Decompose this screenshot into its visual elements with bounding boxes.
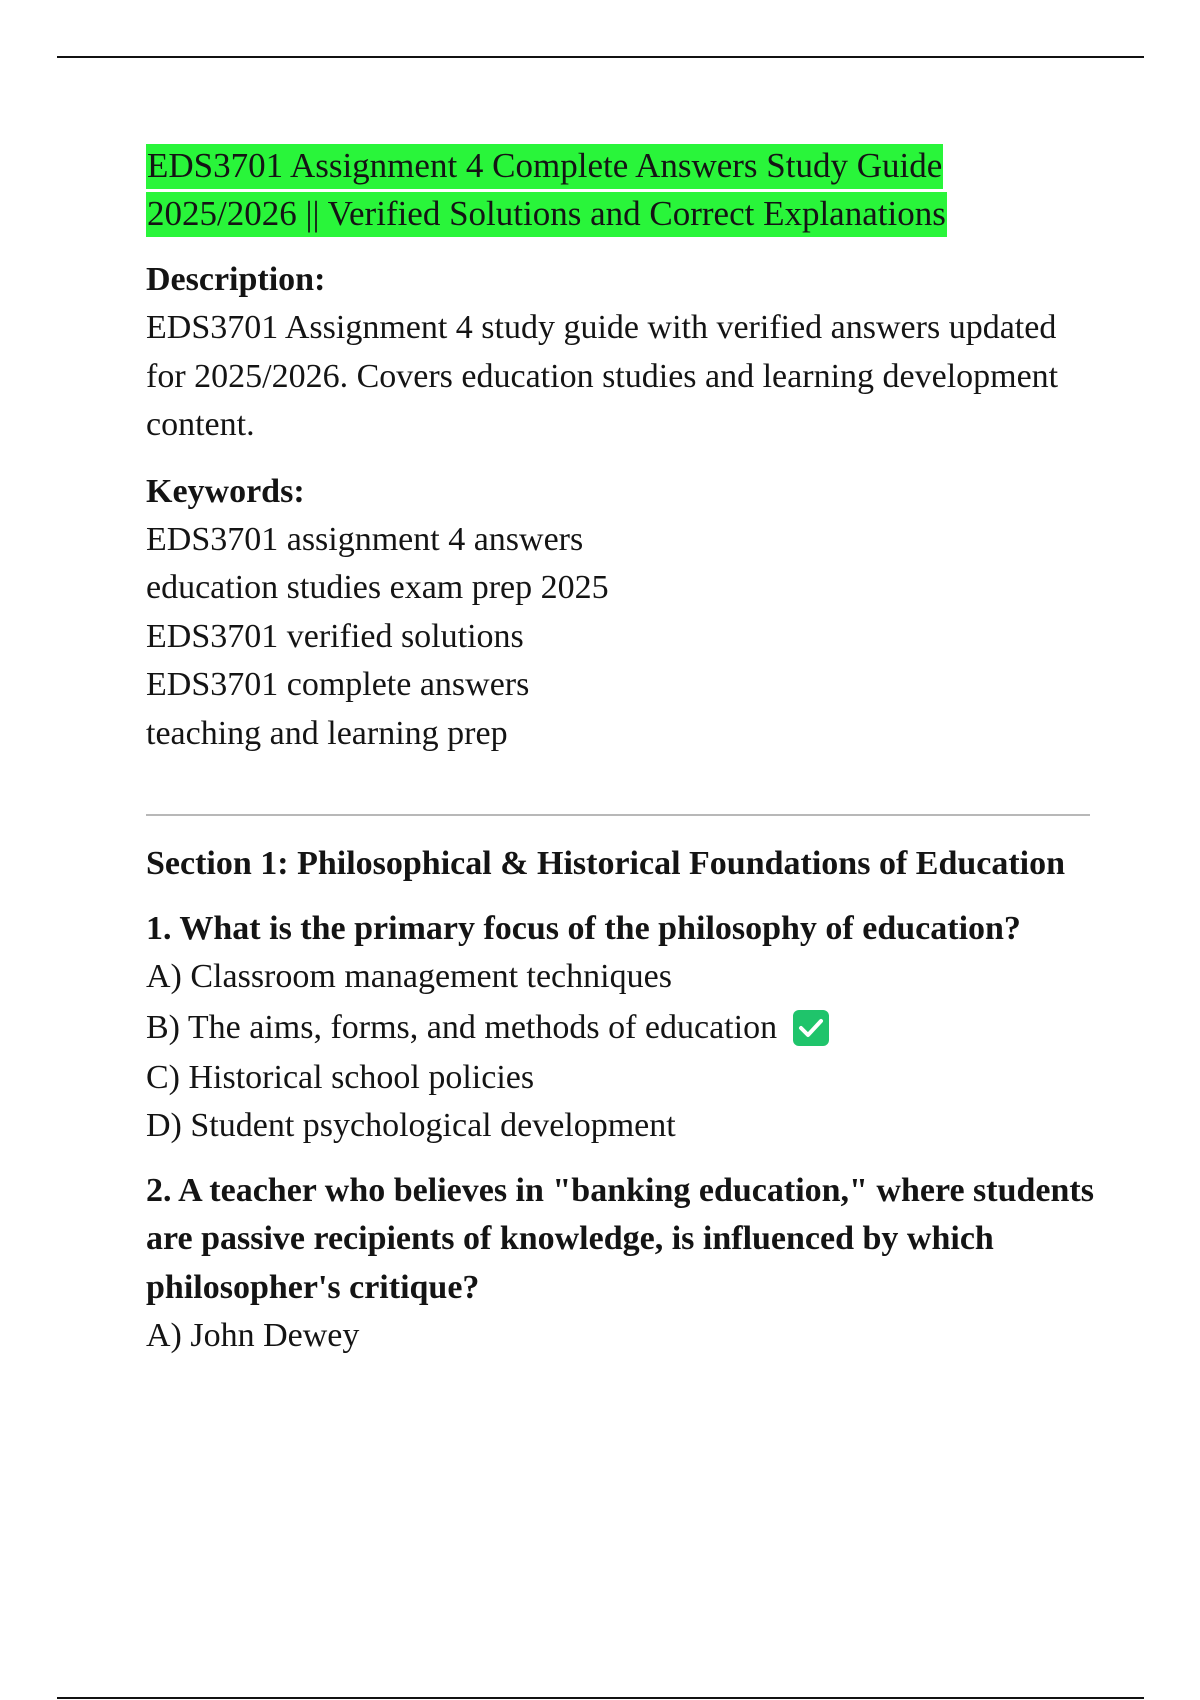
- title-line-2: 2025/2026 || Verified Solutions and Correct Explanations: [146, 192, 947, 237]
- keywords-list: [146, 516, 1096, 759]
- check-mark-icon: [793, 1010, 829, 1046]
- option-text: D) Student psychological development: [146, 1107, 676, 1144]
- section-divider: [146, 814, 1090, 816]
- question-2-options: [146, 1312, 1096, 1361]
- keyword-item: education studies exam prep 2025: [146, 569, 609, 606]
- title-line-1: EDS3701 Assignment 4 Complete Answers Study Guide: [146, 144, 943, 189]
- option-b: [146, 1002, 1096, 1054]
- question-1-options: [146, 953, 1096, 1151]
- top-rule: [57, 56, 1144, 58]
- section-title: Section 1: Philosophical & Historical Foundations of Education: [146, 845, 1066, 882]
- option-text: A) Classroom management techniques: [146, 958, 672, 995]
- question-2: 2. A teacher who believes in "banking education," where students are passive recipients of knowledge, is influenced by which philosopher's critique?: [146, 1171, 1094, 1306]
- option-text: B) The aims, forms, and methods of education: [146, 1008, 778, 1046]
- option-a: [146, 953, 1096, 1002]
- option-a: [146, 1312, 1096, 1361]
- keyword-item: EDS3701 verified solutions: [146, 617, 524, 655]
- keywords-label: Keywords:: [146, 472, 305, 510]
- keyword-item: EDS3701 assignment 4 answers: [146, 520, 584, 558]
- description-label: Description:: [146, 261, 326, 298]
- bottom-rule: [57, 1697, 1144, 1699]
- option-text: C) Historical school policies: [146, 1058, 535, 1096]
- option-d: [146, 1102, 1096, 1151]
- question-1: 1. What is the primary focus of the philosophy of education?: [146, 909, 1021, 947]
- keyword-item: teaching and learning prep: [146, 714, 508, 752]
- keyword-item: EDS3701 complete answers: [146, 666, 530, 703]
- document-title: [146, 142, 1096, 238]
- option-c: [146, 1054, 1096, 1103]
- page-content: [146, 142, 1096, 1361]
- description-text: EDS3701 Assignment 4 study guide with verified answers updated for 2025/2026. Covers education studies and learning development content.: [146, 309, 1059, 443]
- option-text: A) John Dewey: [146, 1317, 360, 1354]
